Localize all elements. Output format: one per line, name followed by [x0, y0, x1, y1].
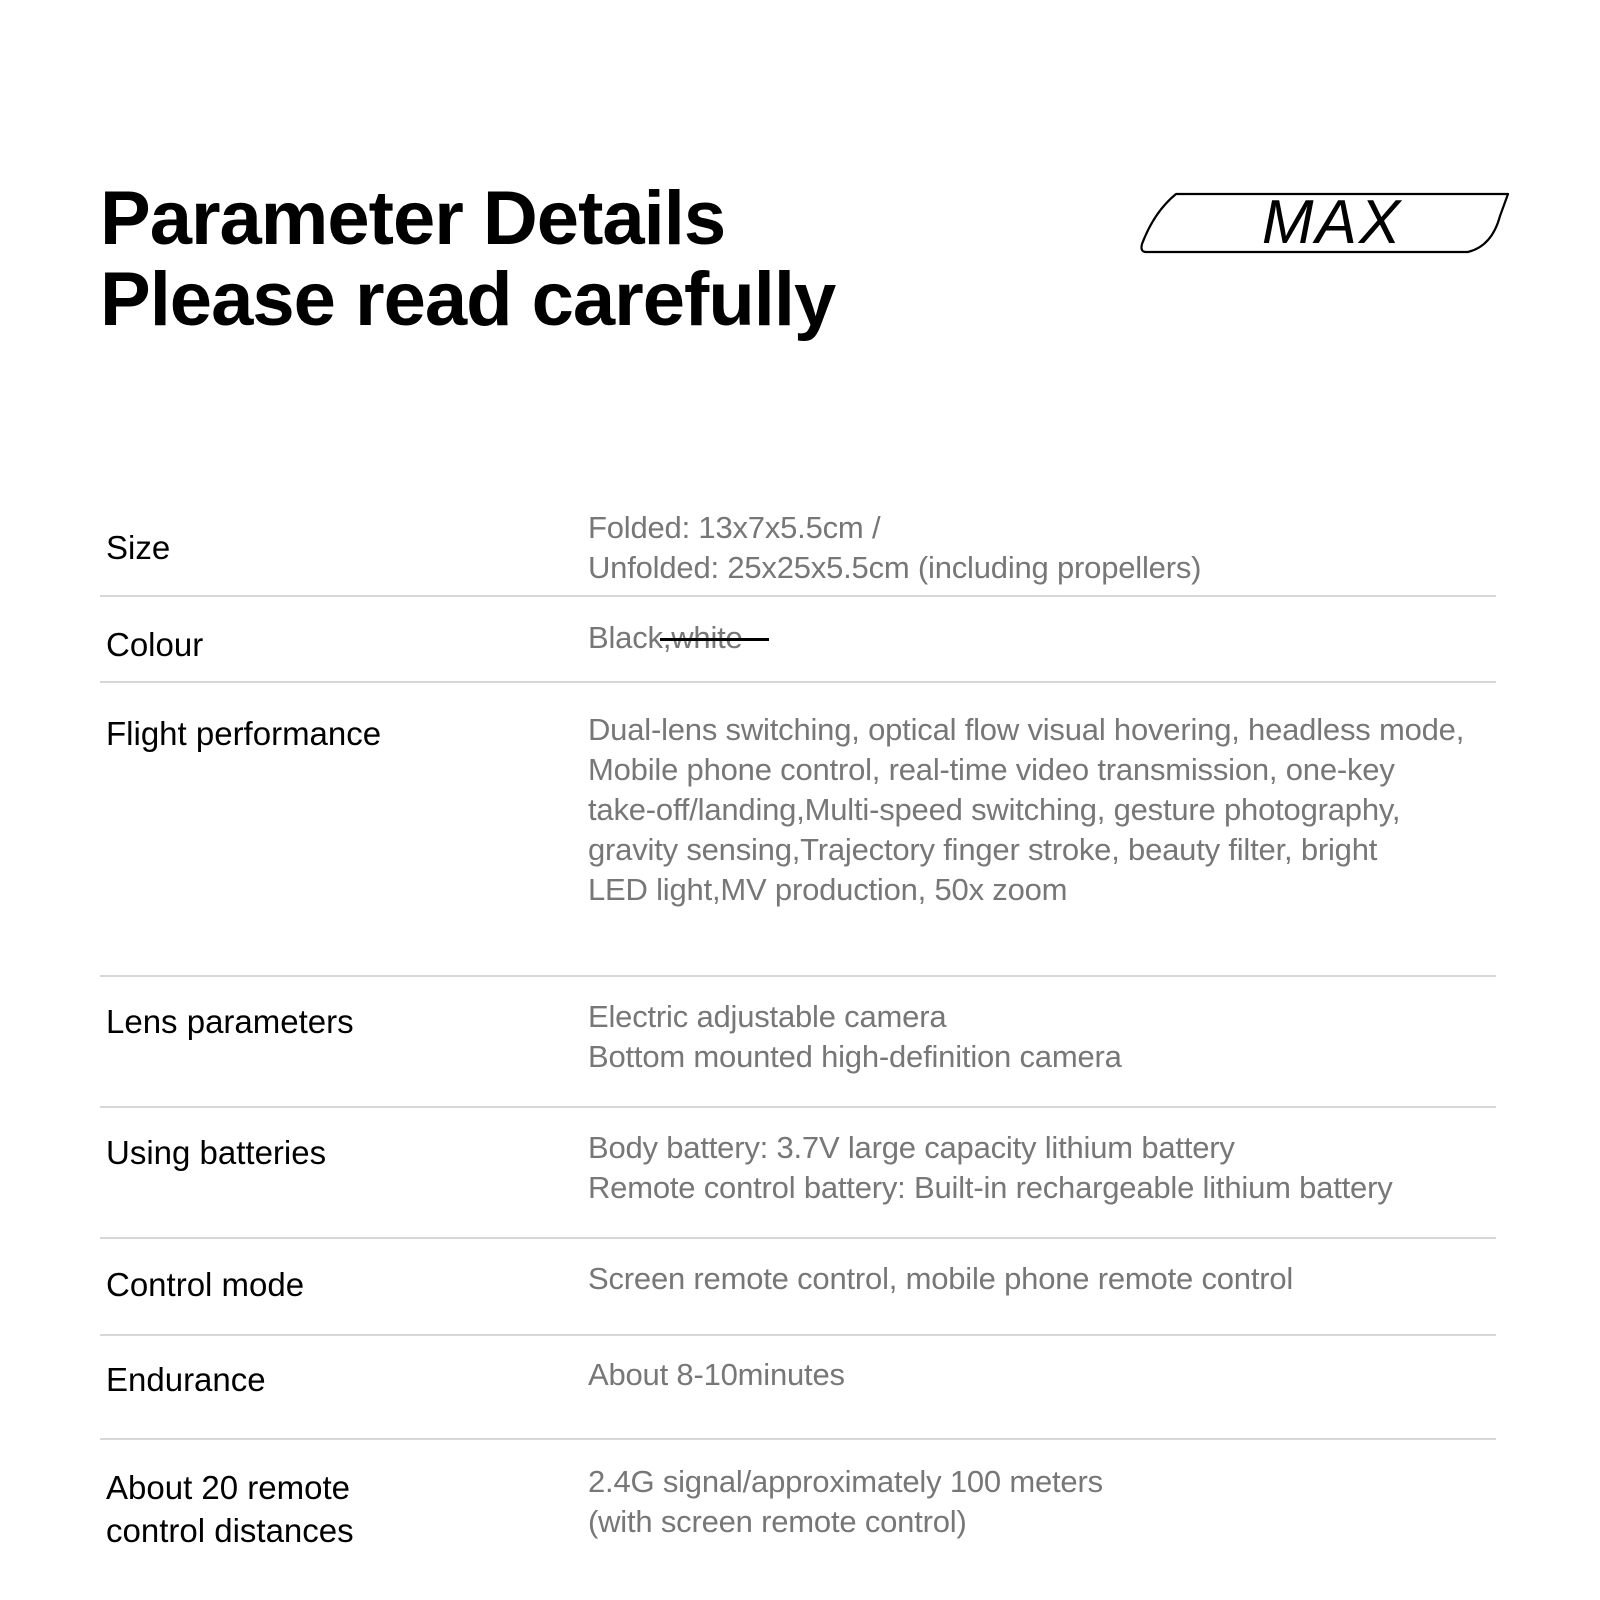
spec-value: [588, 710, 1464, 910]
spec-label-line: control distances: [106, 1512, 354, 1549]
spec-value: [588, 1462, 1103, 1542]
spec-label: Endurance: [106, 1361, 266, 1398]
spec-value-line: Unfolded: 25x25x5.5cm (including propellers): [588, 550, 1202, 585]
spec-label: Control mode: [106, 1266, 305, 1303]
spec-value-line: Mobile phone control, real-time video transmission, one-key: [588, 752, 1395, 787]
spec-value-line: Folded: 13x7x5.5cm /: [588, 510, 881, 545]
spec-value-line: Screen remote control, mobile phone remote control: [588, 1261, 1294, 1296]
spec-value-line: Body battery: 3.7V large capacity lithium battery: [588, 1130, 1235, 1165]
spec-value-line: Bottom mounted high-definition camera: [588, 1039, 1122, 1074]
spec-row-control-mode: [100, 1239, 1496, 1336]
badge-label: MAX: [1261, 188, 1403, 257]
spec-row-lens-parameters: [100, 977, 1496, 1108]
spec-label: Colour: [106, 626, 204, 663]
spec-row-colour: [100, 597, 1496, 683]
spec-value: [588, 618, 743, 658]
colour-value-struck: ,white: [662, 620, 743, 655]
spec-value-line: Electric adjustable camera: [588, 999, 947, 1034]
spec-value-line: Remote control battery: Built-in rechargeable lithium battery: [588, 1170, 1393, 1205]
spec-label-line: About 20 remote: [106, 1469, 350, 1506]
spec-label: Size: [106, 529, 171, 566]
spec-value: [588, 1259, 1293, 1299]
spec-value-line: gravity sensing,Trajectory finger stroke, beauty filter, bright: [588, 832, 1378, 867]
spec-label: Using batteries: [106, 1134, 327, 1171]
spec-label: Lens parameters: [106, 1003, 354, 1040]
spec-value-line: (with screen remote control): [588, 1504, 967, 1539]
spec-row-flight-performance: [100, 683, 1496, 977]
max-badge: [1140, 188, 1512, 258]
spec-row-endurance: [100, 1336, 1496, 1440]
spec-label: [106, 1466, 354, 1552]
colour-value: Black: [588, 620, 663, 655]
spec-value: [588, 508, 1201, 588]
page-title: [100, 178, 835, 340]
spec-row-size: [100, 505, 1496, 597]
title-line-1: Parameter Details: [100, 176, 726, 261]
spec-value: [588, 1128, 1393, 1208]
spec-value-line: 2.4G signal/approximately 100 meters: [588, 1464, 1103, 1499]
spec-value-line: take-off/landing,Multi-speed switching, gesture photography,: [588, 792, 1401, 827]
spec-value-line: About 8-10minutes: [588, 1357, 845, 1392]
spec-value-line: Dual-lens switching, optical flow visual hovering, headless mode,: [588, 712, 1465, 747]
spec-row-remote-control-distance: [100, 1440, 1496, 1570]
spec-row-using-batteries: [100, 1108, 1496, 1239]
spec-value-line: LED light,MV production, 50x zoom: [588, 872, 1068, 907]
spec-value: [588, 1355, 845, 1395]
title-line-2: Please read carefully: [100, 257, 836, 342]
spec-label: Flight performance: [106, 715, 382, 752]
spec-value: [588, 997, 1122, 1077]
